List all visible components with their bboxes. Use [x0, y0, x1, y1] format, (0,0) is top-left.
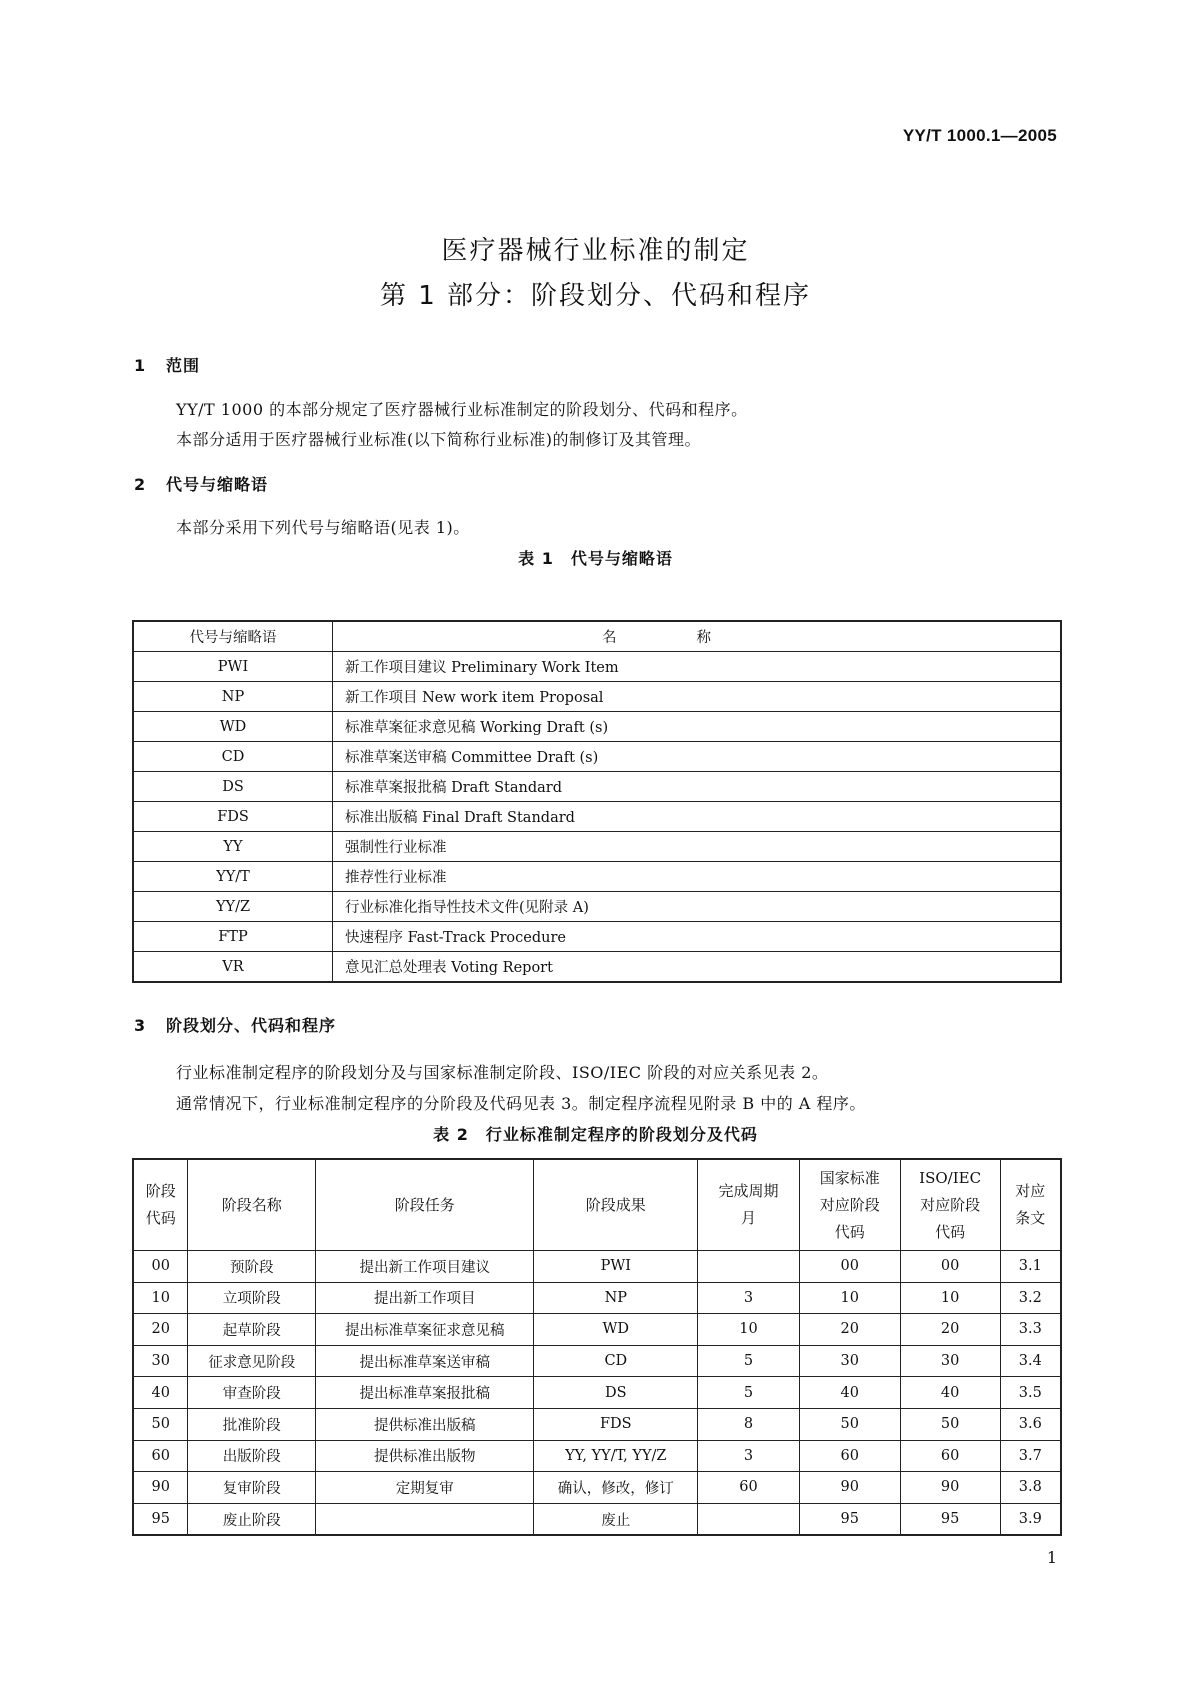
- code-cell: CD: [133, 742, 333, 772]
- stage-code-cell: 95: [133, 1503, 188, 1535]
- header-line: 阶段: [145, 1182, 176, 1200]
- code-cell: DS: [133, 772, 333, 802]
- iso-code-cell: 10: [900, 1282, 1000, 1314]
- stage-name-cell: 征求意见阶段: [188, 1345, 316, 1377]
- national-code-cell: 95: [799, 1503, 900, 1535]
- stage-name-cell: 预阶段: [188, 1251, 316, 1283]
- table-row: [133, 1345, 1061, 1377]
- clause-cell: 3.1: [1000, 1251, 1061, 1283]
- code-cell: PWI: [133, 652, 333, 682]
- table-header-row: [133, 1159, 1061, 1251]
- stage-task-cell: 提出新工作项目建议: [316, 1251, 534, 1283]
- standard-code: YY/T 1000.1—2005: [902, 126, 1057, 145]
- table-row: [133, 862, 1061, 892]
- section-3-heading: [134, 1013, 336, 1036]
- iso-code-cell: 50: [900, 1408, 1000, 1440]
- section-number: 1: [134, 356, 147, 375]
- stage-code-cell: 20: [133, 1314, 188, 1346]
- table-row: [133, 1472, 1061, 1504]
- stage-code-cell: 10: [133, 1282, 188, 1314]
- table-2: [132, 1158, 1062, 1536]
- table-header-row: [133, 621, 1061, 652]
- code-cell: NP: [133, 682, 333, 712]
- iso-code-cell: 90: [900, 1472, 1000, 1504]
- header-line: ISO/IEC: [919, 1168, 982, 1187]
- name-cell: 标准出版稿 Final Draft Standard: [333, 802, 1062, 832]
- stage-output-cell: PWI: [534, 1251, 698, 1283]
- national-code-cell: 30: [799, 1345, 900, 1377]
- column-header: [698, 1159, 800, 1251]
- table-row: [133, 652, 1061, 682]
- section-title: 范围: [166, 356, 201, 375]
- clause-cell: 3.7: [1000, 1440, 1061, 1472]
- table-row: [133, 892, 1061, 922]
- table-1-caption: 表 1 代号与缩略语: [518, 549, 673, 568]
- code-cell: FTP: [133, 922, 333, 952]
- clause-cell: 3.6: [1000, 1408, 1061, 1440]
- stage-output-cell: NP: [534, 1282, 698, 1314]
- column-header: [316, 1159, 534, 1251]
- stage-output-cell: 废止: [534, 1503, 698, 1535]
- name-cell: 标准草案送审稿 Committee Draft (s): [333, 742, 1062, 772]
- code-cell: YY: [133, 832, 333, 862]
- code-cell: WD: [133, 712, 333, 742]
- table-row: [133, 1282, 1061, 1314]
- table-row: [133, 1377, 1061, 1409]
- document-title-line1: 医疗器械行业标准的制定: [441, 236, 750, 266]
- stage-output-cell: WD: [534, 1314, 698, 1346]
- header-line: 阶段成果: [585, 1195, 646, 1214]
- header-line: 阶段名称: [221, 1195, 282, 1214]
- name-cell: 新工作项目建议 Preliminary Work Item: [333, 652, 1062, 682]
- stage-name-cell: 起草阶段: [188, 1314, 316, 1346]
- header-line: 阶段任务: [394, 1195, 455, 1214]
- iso-code-cell: 40: [900, 1377, 1000, 1409]
- stage-output-cell: FDS: [534, 1408, 698, 1440]
- period-cell: 8: [698, 1408, 800, 1440]
- section-title: 代号与缩略语: [166, 475, 269, 494]
- stage-code-cell: 40: [133, 1377, 188, 1409]
- stage-task-cell: 定期复审: [316, 1472, 534, 1504]
- stage-code-cell: 30: [133, 1345, 188, 1377]
- iso-code-cell: 95: [900, 1503, 1000, 1535]
- table-row: [133, 1314, 1061, 1346]
- stage-output-cell: 确认，修改，修订: [534, 1472, 698, 1504]
- stage-code-cell: 50: [133, 1408, 188, 1440]
- stage-task-cell: 提出标准草案征求意见稿: [316, 1314, 534, 1346]
- clause-cell: 3.8: [1000, 1472, 1061, 1504]
- national-code-cell: 90: [799, 1472, 900, 1504]
- stage-code-cell: 60: [133, 1440, 188, 1472]
- table-row: [133, 952, 1061, 983]
- code-cell: YY/T: [133, 862, 333, 892]
- stage-name-cell: 出版阶段: [188, 1440, 316, 1472]
- header-line: 条文: [1015, 1209, 1046, 1227]
- name-cell: 行业标准化指导性技术文件(见附录 A): [333, 892, 1062, 922]
- stage-task-cell: 提供标准出版稿: [316, 1408, 534, 1440]
- stage-output-cell: DS: [534, 1377, 698, 1409]
- column-header: [188, 1159, 316, 1251]
- national-code-cell: 40: [799, 1377, 900, 1409]
- period-cell: [698, 1251, 800, 1283]
- name-cell: 标准草案征求意见稿 Working Draft (s): [333, 712, 1062, 742]
- header-line: 对应阶段: [920, 1195, 981, 1214]
- table-row: [133, 922, 1061, 952]
- name-cell: 标准草案报批稿 Draft Standard: [333, 772, 1062, 802]
- national-code-cell: 10: [799, 1282, 900, 1314]
- clause-cell: 3.5: [1000, 1377, 1061, 1409]
- iso-code-cell: 20: [900, 1314, 1000, 1346]
- iso-code-cell: 60: [900, 1440, 1000, 1472]
- page-number: 1: [1046, 1548, 1057, 1567]
- clause-cell: 3.3: [1000, 1314, 1061, 1346]
- header-line: 代码: [834, 1222, 865, 1241]
- period-cell: 3: [698, 1282, 800, 1314]
- stage-task-cell: 提出标准草案报批稿: [316, 1377, 534, 1409]
- name-cell: 推荐性行业标准: [333, 862, 1062, 892]
- stage-task-cell: [316, 1503, 534, 1535]
- stage-output-cell: CD: [534, 1345, 698, 1377]
- code-cell: YY/Z: [133, 892, 333, 922]
- table-row: [133, 1251, 1061, 1283]
- national-code-cell: 60: [799, 1440, 900, 1472]
- clause-cell: 3.2: [1000, 1282, 1061, 1314]
- name-cell: 快速程序 Fast-Track Procedure: [333, 922, 1062, 952]
- clause-cell: 3.9: [1000, 1503, 1061, 1535]
- national-code-cell: 50: [799, 1408, 900, 1440]
- iso-code-cell: 00: [900, 1251, 1000, 1283]
- header-line: 对应阶段: [819, 1195, 880, 1214]
- header-line: 国家标准: [819, 1168, 880, 1187]
- table-row: [133, 802, 1061, 832]
- name-cell: 新工作项目 New work item Proposal: [333, 682, 1062, 712]
- period-cell: 60: [698, 1472, 800, 1504]
- table-row: [133, 1503, 1061, 1535]
- section-1-paragraph-2: 本部分适用于医疗器械行业标准(以下简称行业标准)的制修订及其管理。: [176, 430, 701, 449]
- period-cell: 5: [698, 1377, 800, 1409]
- header-line: 代码: [935, 1222, 966, 1241]
- period-cell: 3: [698, 1440, 800, 1472]
- stage-name-cell: 废止阶段: [188, 1503, 316, 1535]
- column-header: [1000, 1159, 1061, 1251]
- header-line: 对应: [1015, 1182, 1046, 1200]
- code-cell: FDS: [133, 802, 333, 832]
- table-2-caption: 表 2 行业标准制定程序的阶段划分及代码: [433, 1125, 758, 1144]
- national-code-cell: 20: [799, 1314, 900, 1346]
- stage-task-cell: 提出新工作项目: [316, 1282, 534, 1314]
- stage-task-cell: 提供标准出版物: [316, 1440, 534, 1472]
- column-header: 代号与缩略语: [133, 621, 333, 652]
- table-row: [133, 772, 1061, 802]
- section-3-paragraph-1: 行业标准制定程序的阶段划分及与国家标准制定阶段、ISO/IEC 阶段的对应关系见表 2。: [176, 1063, 829, 1082]
- period-cell: [698, 1503, 800, 1535]
- national-code-cell: 00: [799, 1251, 900, 1283]
- table-row: [133, 712, 1061, 742]
- stage-name-cell: 复审阶段: [188, 1472, 316, 1504]
- name-cell: 意见汇总处理表 Voting Report: [333, 952, 1062, 983]
- name-cell: 强制性行业标准: [333, 832, 1062, 862]
- section-number: 3: [134, 1016, 147, 1035]
- column-header: [799, 1159, 900, 1251]
- table-1: [132, 620, 1062, 983]
- table-row: [133, 1440, 1061, 1472]
- table-row: [133, 682, 1061, 712]
- code-cell: VR: [133, 952, 333, 983]
- period-cell: 10: [698, 1314, 800, 1346]
- stage-output-cell: YY, YY/T, YY/Z: [534, 1440, 698, 1472]
- stage-name-cell: 审查阶段: [188, 1377, 316, 1409]
- section-1-paragraph-1: YY/T 1000 的本部分规定了医疗器械行业标准制定的阶段划分、代码和程序。: [176, 400, 748, 419]
- section-number: 2: [134, 475, 147, 494]
- column-header: [534, 1159, 698, 1251]
- header-line: 完成周期: [718, 1182, 779, 1200]
- stage-name-cell: 立项阶段: [188, 1282, 316, 1314]
- period-cell: 5: [698, 1345, 800, 1377]
- section-2-heading: [134, 472, 268, 495]
- header-line: 月: [741, 1209, 757, 1227]
- stage-code-cell: 90: [133, 1472, 188, 1504]
- header-line: 代码: [145, 1209, 176, 1227]
- section-1-heading: [134, 353, 200, 376]
- iso-code-cell: 30: [900, 1345, 1000, 1377]
- column-header: 名称: [333, 621, 1062, 652]
- table-row: [133, 1408, 1061, 1440]
- column-header: [900, 1159, 1000, 1251]
- stage-code-cell: 00: [133, 1251, 188, 1283]
- stage-name-cell: 批准阶段: [188, 1408, 316, 1440]
- clause-cell: 3.4: [1000, 1345, 1061, 1377]
- document-title-line2: 第 1 部分：阶段划分、代码和程序: [379, 281, 812, 311]
- section-3-paragraph-2: 通常情况下，行业标准制定程序的分阶段及代码见表 3。制定程序流程见附录 B 中的 A 程序。: [176, 1094, 866, 1113]
- section-2-paragraph-1: 本部分采用下列代号与缩略语(见表 1)。: [176, 518, 470, 537]
- table-row: [133, 742, 1061, 772]
- section-title: 阶段划分、代码和程序: [166, 1016, 337, 1035]
- column-header: [133, 1159, 188, 1251]
- table-row: [133, 832, 1061, 862]
- stage-task-cell: 提出标准草案送审稿: [316, 1345, 534, 1377]
